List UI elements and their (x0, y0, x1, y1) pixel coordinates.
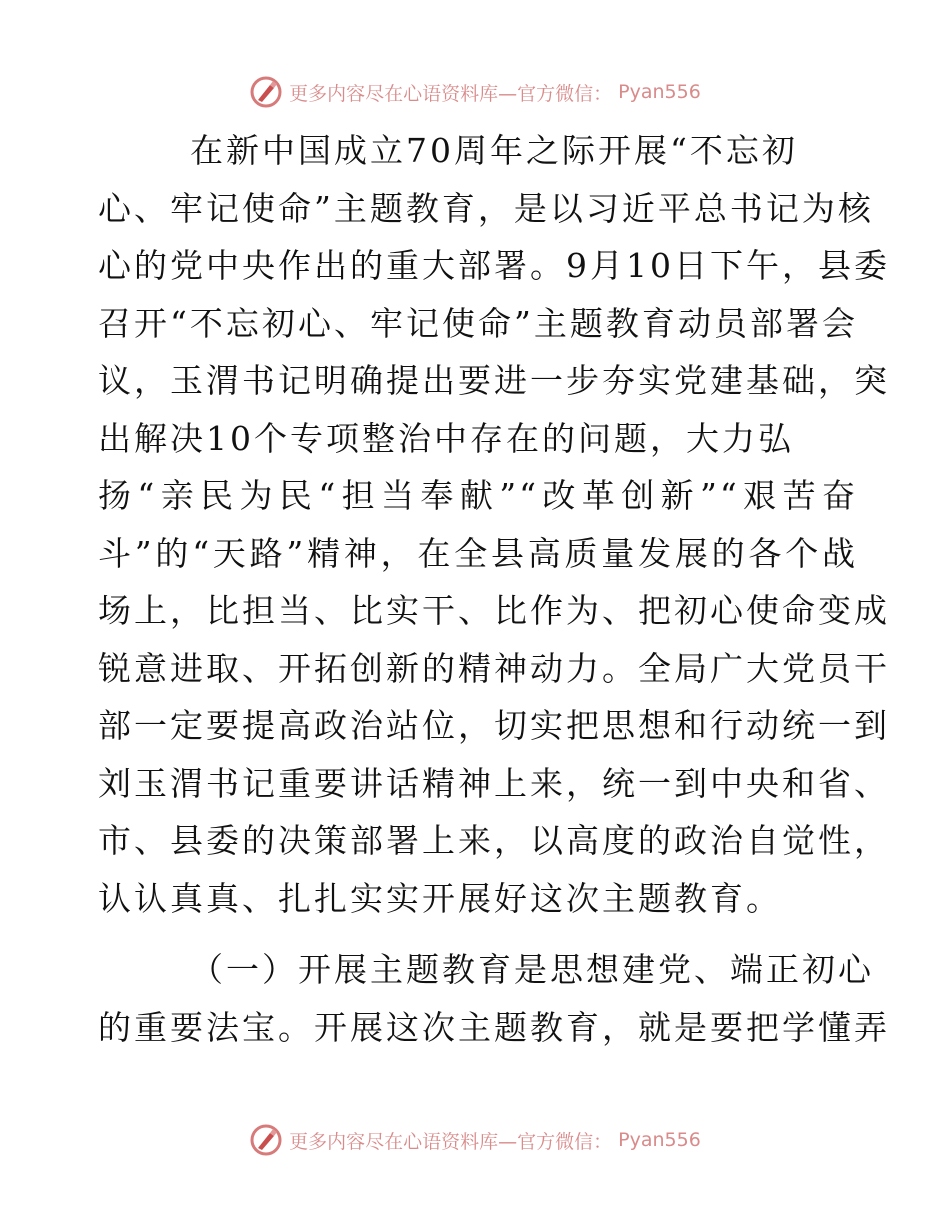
watermark-account: Pyan556 (618, 1129, 701, 1151)
paragraph-line: 心的党中央作出的重大部署。9月10日下午，县委 (98, 246, 890, 285)
paragraph-line: 市、县委的决策部署上来，以高度的政治自觉性， (98, 821, 890, 860)
watermark-text: 更多内容尽在心语资料库—官方微信： (289, 1130, 613, 1153)
paragraph-line: 认认真真、扎扎实实开展好这次主题教育。 (98, 878, 782, 918)
paragraph-line: （一）开展主题教育是思想建党、端正初心 (190, 950, 874, 989)
watermark-account: Pyan556 (618, 81, 701, 103)
document-body (98, 122, 890, 1056)
paragraph-line: 部一定要提高政治站位，切实把思想和行动统一到 (98, 706, 890, 745)
paragraph-line: 议，玉渭书记明确提出要进一步夯实党建基础，突 (98, 361, 890, 400)
paragraph-line: 扬“亲民为民“担当奉献”“改革创新”“艰苦奋 (98, 476, 858, 515)
watermark-text: 更多内容尽在心语资料库—官方微信： (289, 82, 613, 105)
paragraph-line: 刘玉渭书记重要讲话精神上来，统一到中央和省、 (98, 763, 890, 803)
paragraph-line: 出解决10个专项整治中存在的问题，大力弘 (98, 418, 794, 458)
paragraph-line: 召开“不忘初心、牢记使命”主题教育动员部署会 (98, 303, 858, 343)
paragraph-line: 锐意进取、开拓创新的精神动力。全局广大党员干 (98, 648, 890, 688)
paragraph-line: 斗”的“天路”精神，在全县高质量发展的各个战 (98, 533, 858, 573)
paragraph-line: 场上，比担当、比实干、比作为、把初心使命变成 (98, 591, 890, 630)
pen-nib-circle-icon (249, 1123, 283, 1157)
header-watermark (0, 72, 950, 112)
paragraph-line: 心、牢记使命”主题教育，是以习近平总书记为核 (98, 188, 874, 228)
paragraph-line: 的重要法宝。开展这次主题教育，就是要把学懂弄 (98, 1007, 890, 1047)
pen-nib-circle-icon (249, 75, 283, 109)
paragraph-gap (98, 927, 858, 941)
footer-watermark (0, 1120, 950, 1160)
paragraph-line: 在新中国成立70周年之际开展“不忘初 (190, 131, 798, 170)
